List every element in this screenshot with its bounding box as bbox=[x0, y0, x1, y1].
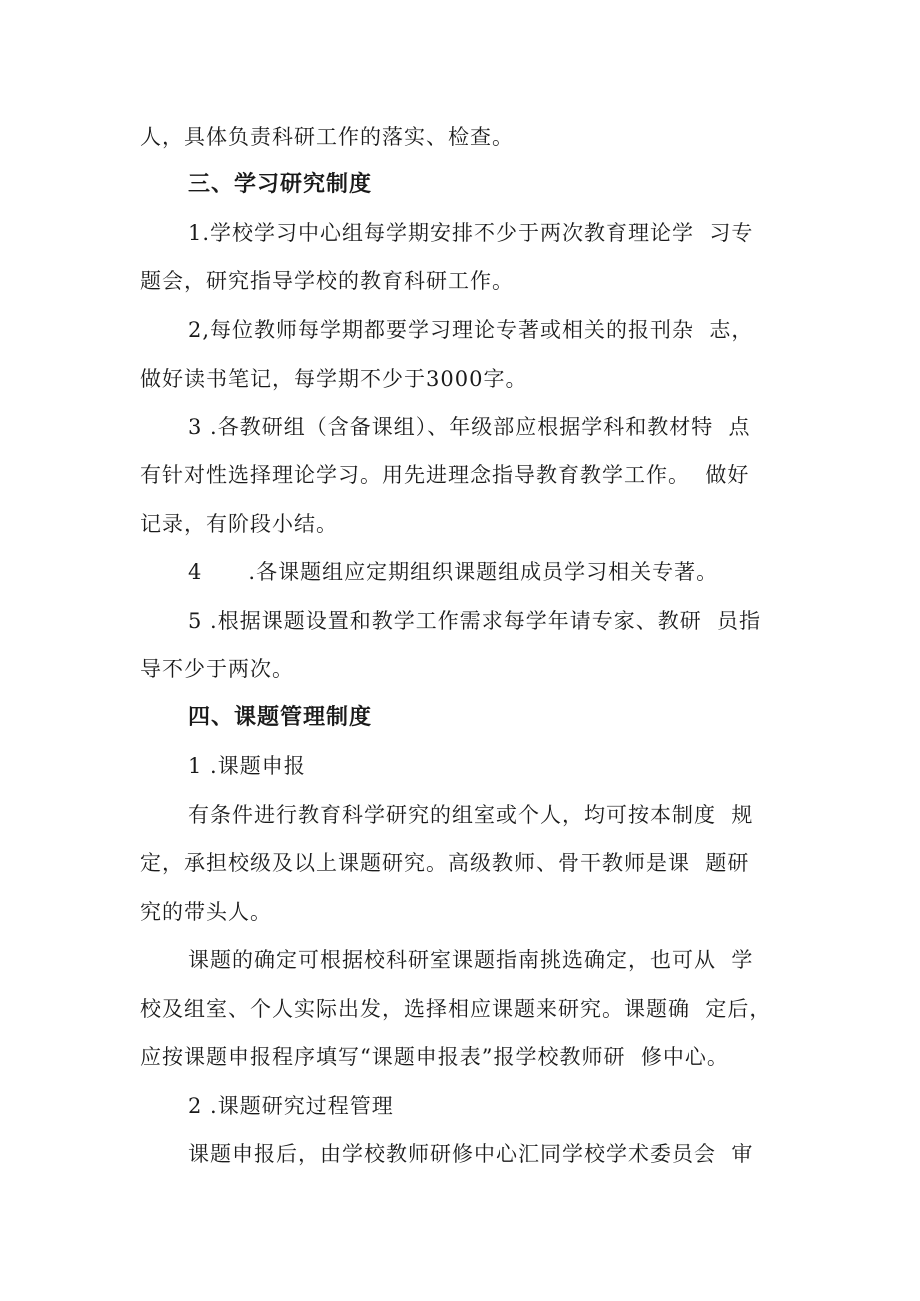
text-line: 导不少于两次。 bbox=[140, 657, 294, 681]
text-line: 课题申报后，由学校教师研修中心汇同学校学术委员会 审 bbox=[188, 1142, 754, 1166]
text-line: 4 .各课题组应定期组织课题组成员学习相关专著。 bbox=[188, 560, 719, 584]
text-line: 课题的确定可根据校科研室课题指南挑选确定，也可从 学 bbox=[188, 948, 754, 972]
text-line: 校及组室、个人实际出发，选择相应课题来研究。课题确 定后， bbox=[140, 997, 772, 1021]
text-line: 定，承担校级及以上课题研究。高级教师、骨干教师是课 题研 bbox=[140, 851, 750, 875]
text-line: 5 .根据课题设置和教学工作需求每学年请专家、教研 员指 bbox=[188, 609, 762, 633]
subsection-heading: 1 .课题申报 bbox=[188, 754, 306, 778]
text-line: 记录，有阶段小结。 bbox=[140, 512, 338, 536]
text-line: 3 .各教研组（含备课组）、年级部应根据学科和教材特 点 bbox=[188, 415, 751, 439]
text-line: 有针对性选择理论学习。用先进理念指导教育教学工作。 做好 bbox=[140, 463, 750, 487]
section-heading: 四、课题管理制度 bbox=[188, 705, 373, 730]
text-line: 有条件进行教育科学研究的组室或个人，均可按本制度 规 bbox=[188, 803, 754, 827]
text-line: 做好读书笔记，每学期不少于3000字。 bbox=[140, 367, 528, 391]
subsection-heading: 2 .课题研究过程管理 bbox=[188, 1094, 394, 1118]
text-line: 应按课题申报程序填写“课题申报表”报学校教师研 修中心。 bbox=[140, 1045, 729, 1069]
text-line: 2,每位教师每学期都要学习理论专著或相关的报刊杂 志， bbox=[188, 318, 754, 342]
section-heading: 三、学习研究制度 bbox=[188, 172, 373, 197]
text-line: 人，具体负责科研工作的落实、检查。 bbox=[140, 125, 514, 149]
text-line: 究的带头人。 bbox=[140, 900, 272, 924]
text-line: 1.学校学习中心组每学期安排不少于两次教育理论学 习专 bbox=[188, 221, 754, 245]
text-line: 题会，研究指导学校的教育科研工作。 bbox=[140, 269, 514, 293]
